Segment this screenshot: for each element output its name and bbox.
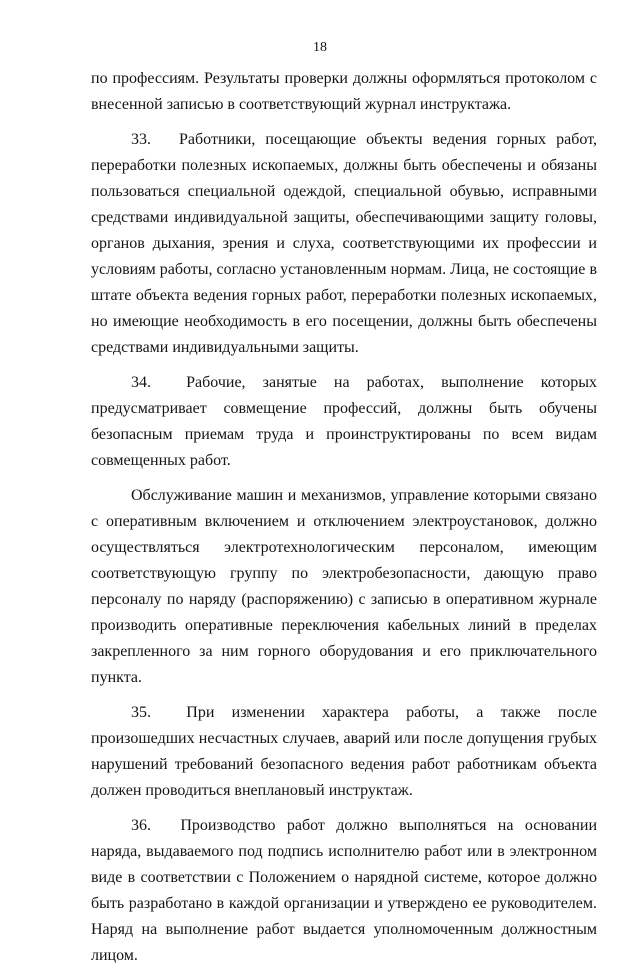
- paragraph-number: 34.: [131, 374, 151, 391]
- paragraph-text: Рабочие, занятые на работах, выполнение которых предусматривает совмещение профессий, должны быть обучены безопасным приемам труда и проинструктированы по всем видам совмещенных работ.: [91, 374, 598, 469]
- page-number: 18: [313, 40, 327, 55]
- paragraph-36: [91, 813, 597, 969]
- paragraph-text: по профессиям. Результаты проверки должны оформляться протоколом с внесенной записью в соответствующий журнал инструктажа.: [91, 70, 597, 113]
- paragraph-text: Обслуживание машин и механизмов, управление которыми связано с оперативным включением и отключением электроустановок, должно осуществляться электротехнологическим персоналом, имеющим соответствующую группу по электробезопасности, дающую право персоналу по наряду (распоряжению) с записью в оперативном журнале производить оперативные переключения кабельных линий в пределах закрепленного за ним горного оборудования и его приключательного пункта.: [91, 487, 597, 686]
- paragraph-text: Производство работ должно выполняться на основании наряда, выдаваемого под подпись исполнителю работ или в электронном виде в соответствии с Положением о нарядной системе, которое должно быть разработано в каждой организации и утверждено ее руководителем. Наряд на выполнение работ выдается уполномоченным должностным лицом.: [91, 817, 598, 964]
- paragraph-continuation: [91, 66, 597, 118]
- paragraph-number: 36.: [131, 817, 151, 834]
- paragraph-33: [91, 127, 597, 361]
- paragraph-34-continued: [91, 483, 597, 691]
- paragraph-35: [91, 700, 597, 804]
- paragraph-number: 35.: [131, 704, 151, 721]
- paragraph-text: При изменении характера работы, а также после произошедших несчастных случаев, аварий или после допущения грубых нарушений требований безопасного ведения работ работникам объекта должен проводиться внеплановый инструктаж.: [91, 704, 597, 799]
- paragraph-number: 33.: [131, 131, 151, 148]
- paragraph-text: Работники, посещающие объекты ведения горных работ, переработки полезных ископаемых, должны быть обеспечены и обязаны пользоваться специальной одеждой, специальной обувью, исправными средствами индивидуальной защиты, обеспечивающими защиту головы, органов дыхания, зрения и слуха, соответствующими их профессии и условиям работы, согласно установленным нормам. Лица, не состоящие в штате объекта ведения горных работ, переработки полезных ископаемых, но имеющие необходимость в его посещении, должны быть обеспечены средствами индивидуальными защиты.: [91, 131, 597, 356]
- paragraph-34: [91, 370, 597, 474]
- document-body: [91, 66, 597, 969]
